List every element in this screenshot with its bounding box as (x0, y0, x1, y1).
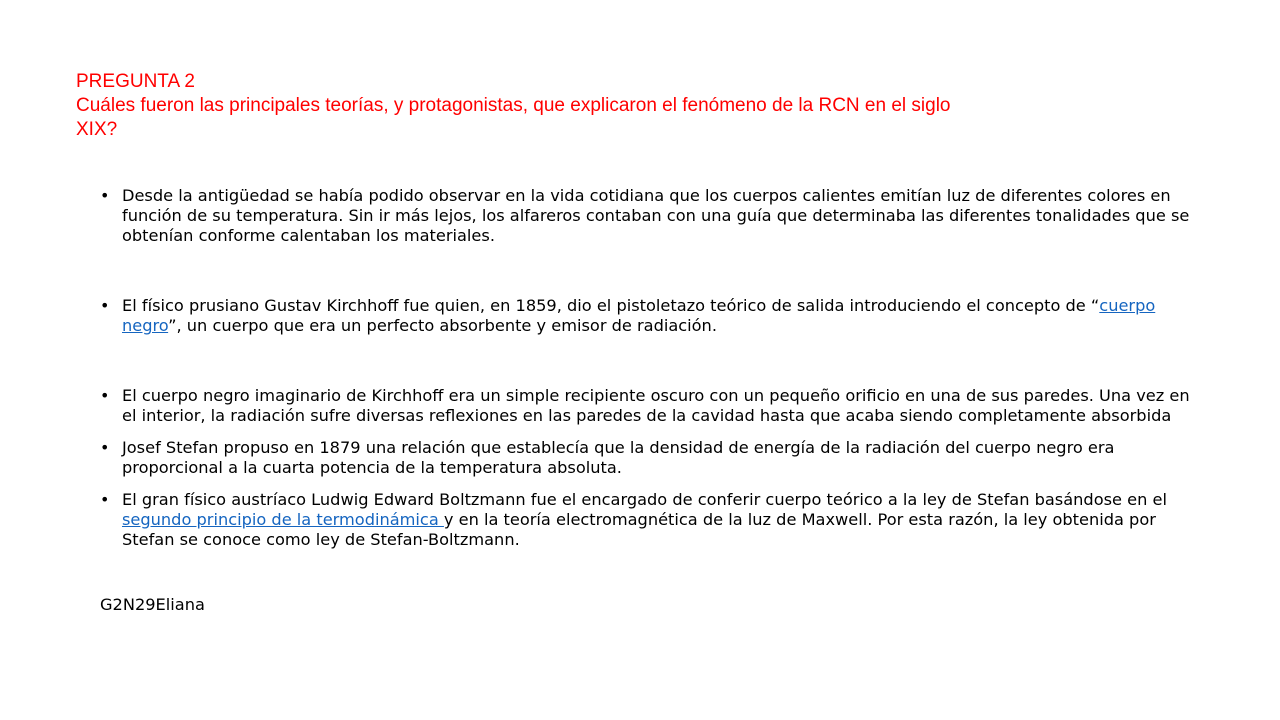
bullet-item-kirchhoff (100, 296, 1190, 336)
slide-title (76, 70, 1136, 142)
bullet-text-before: El gran físico austríaco Ludwig Edward Boltzmann fue el encargado de conferir cuerpo teórico a la ley de Stefan basándose en el (122, 490, 1167, 509)
termodinamica-link[interactable]: segundo principio de la termodinámica (122, 510, 444, 529)
bullet-text: Desde la antigüedad se había podido observar en la vida cotidiana que los cuerpos calientes emitían luz de diferentes colores en función de su temperatura. Sin ir más lejos, los alfareros contaban con una guía que determinaba las diferentes tonalidades que se obtenían conforme calentaban los materiales. (122, 186, 1190, 245)
slide-body (100, 186, 1190, 615)
bullet-text: Josef Stefan propuso en 1879 una relación que establecía que la densidad de energía de la radiación del cuerpo negro era proporcional a la cuarta potencia de la temperatura absoluta. (122, 438, 1115, 477)
bullet-text-before: El físico prusiano Gustav Kirchhoff fue quien, en 1859, dio el pistoletazo teórico de salida introduciendo el concepto de “ (122, 296, 1100, 315)
bullet-text-after: y en la teoría electromagnética de la luz de Maxwell. Por esta razón, la ley obtenida por Stefan se conoce como ley de Stefan-Boltzmann. (122, 510, 1156, 549)
bullet-item-antiguedad (100, 186, 1190, 246)
cuerpo-negro-link[interactable]: cuerpo negro (122, 296, 1156, 335)
title-line-1: PREGUNTA 2 (76, 71, 195, 92)
bullet-item-stefan (100, 438, 1190, 478)
bullet-dot: • (100, 490, 110, 509)
bullet-dot: • (100, 386, 110, 405)
bullet-item-boltzmann (100, 490, 1190, 550)
bullet-text-after: ”, un cuerpo que era un perfecto absorbente y emisor de radiación. (168, 316, 717, 335)
bullet-text: El cuerpo negro imaginario de Kirchhoff era un simple recipiente oscuro con un pequeño orificio en una de sus paredes. Una vez en el interior, la radiación sufre diversas reflexiones en las paredes de la cavidad hasta que acaba siendo completamente absorbida (122, 386, 1190, 425)
author-signature: G2N29Eliana (100, 595, 205, 614)
title-line-3: XIX? (76, 119, 118, 140)
bullet-dot: • (100, 186, 110, 205)
bullet-dot: • (100, 296, 110, 315)
bullet-dot: • (100, 438, 110, 457)
bullet-item-cuerpo-negro-imaginario (100, 386, 1190, 426)
title-line-2: Cuáles fueron las principales teorías, y protagonistas, que explicaron el fenómeno de la RCN en el siglo (76, 95, 951, 116)
